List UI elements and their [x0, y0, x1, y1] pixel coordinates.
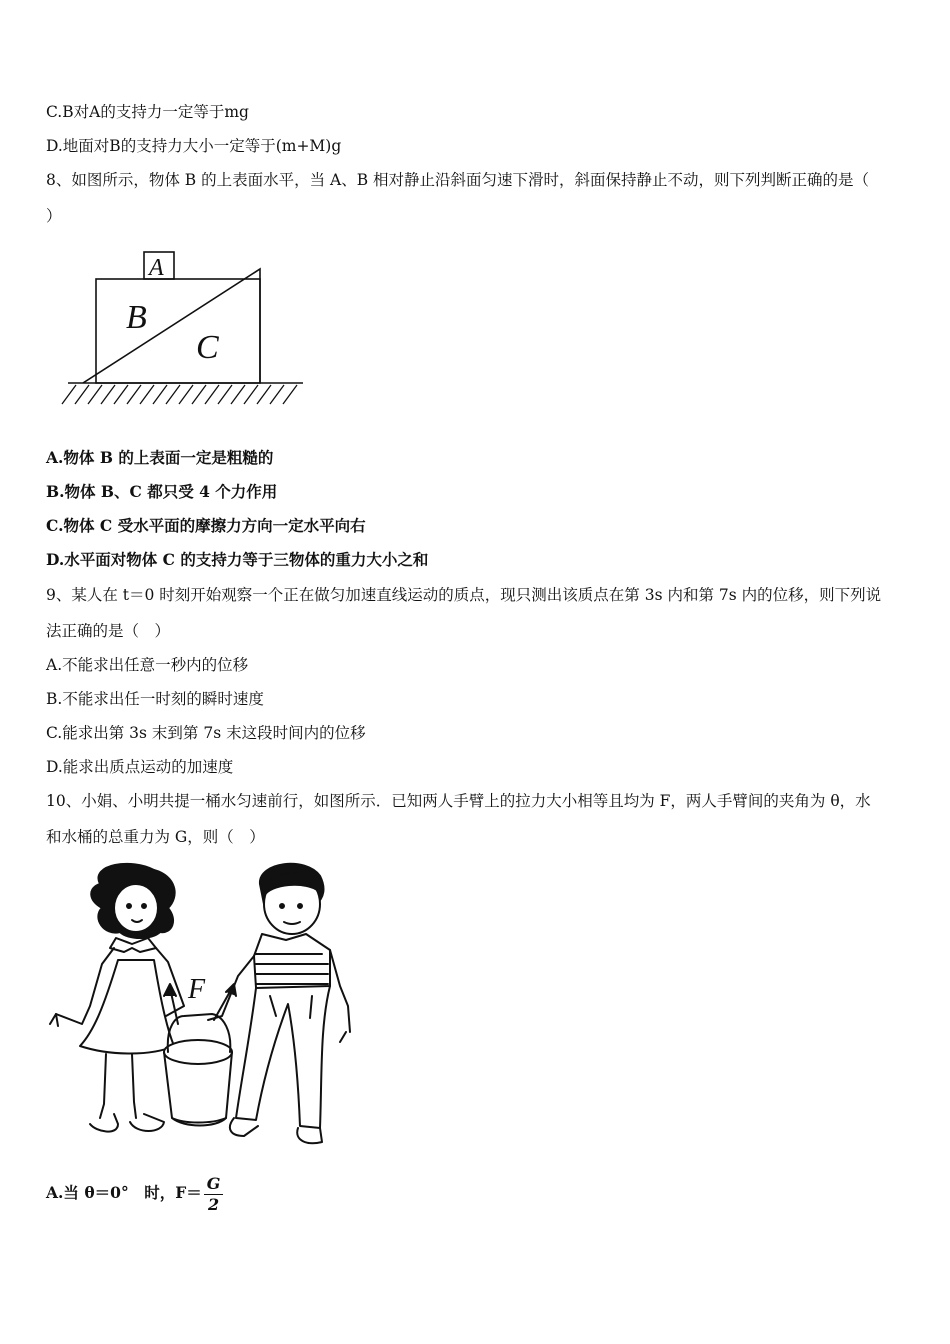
q10-stem-line2: 和水桶的总重力为 G，则（ ） [46, 828, 265, 846]
q8-option-b: B.物体 B、C 都只受 4 个力作用 [46, 482, 278, 501]
wedge-c [83, 269, 260, 383]
q10-carrying-bucket-figure [44, 856, 354, 1156]
q9-stem-line1: 9、某人在 t＝0 时刻开始观察一个正在做匀加速直线运动的质点，现只测出该质点在第 3s 内和第 7s 内的位移，则下列说 [46, 586, 882, 604]
q10-option-a-prefix: A.当 θ＝0° 时，F＝ [46, 1183, 202, 1202]
block-b [96, 279, 260, 383]
q9-option-c: C.能求出第 3s 末到第 7s 末这段时间内的位移 [46, 724, 366, 742]
bucket-illustration [164, 1014, 232, 1126]
q9-option-a: A.不能求出任意一秒内的位移 [46, 656, 249, 674]
q9-option-d: D.能求出质点运动的加速度 [46, 758, 234, 776]
q8-option-a: A.物体 B 的上表面一定是粗糙的 [46, 448, 274, 467]
label-c: C [196, 329, 219, 366]
q8-incline-figure [58, 238, 308, 408]
q7-option-d: D.地面对B的支持力大小一定等于(m+M)g [46, 137, 342, 155]
q9-option-b: B.不能求出任一时刻的瞬时速度 [46, 690, 264, 708]
q9-stem-line2: 法正确的是（ ） [46, 622, 171, 640]
force-label-f: F [188, 974, 206, 1005]
girl-illustration [50, 864, 184, 1132]
fraction-denominator: 2 [207, 1194, 220, 1214]
q10-option-a [46, 1171, 910, 1215]
q8-option-d: D.水平面对物体 C 的支持力等于三物体的重力大小之和 [46, 550, 429, 569]
boy-illustration [208, 864, 350, 1143]
fraction-numerator: G [204, 1174, 224, 1195]
q8-stem-line2: ） [46, 207, 62, 225]
fraction-g-over-2 [204, 1174, 224, 1215]
q7-option-c: C.B对A的支持力一定等于mg [46, 103, 249, 121]
ground-hatching [62, 385, 297, 404]
q8-stem-line1: 8、如图所示，物体 B 的上表面水平，当 A、B 相对静止沿斜面匀速下滑时，斜面保持静止不动，则下列判断正确的是（ [46, 171, 870, 189]
label-b: B [126, 299, 147, 336]
label-a: A [149, 255, 164, 281]
q8-option-c: C.物体 C 受水平面的摩擦力方向一定水平向右 [46, 516, 366, 535]
q10-stem-line1: 10、小娟、小明共提一桶水匀速前行，如图所示．已知两人手臂上的拉力大小相等且均为 F，两人手臂间的夹角为 θ，水 [46, 792, 871, 810]
